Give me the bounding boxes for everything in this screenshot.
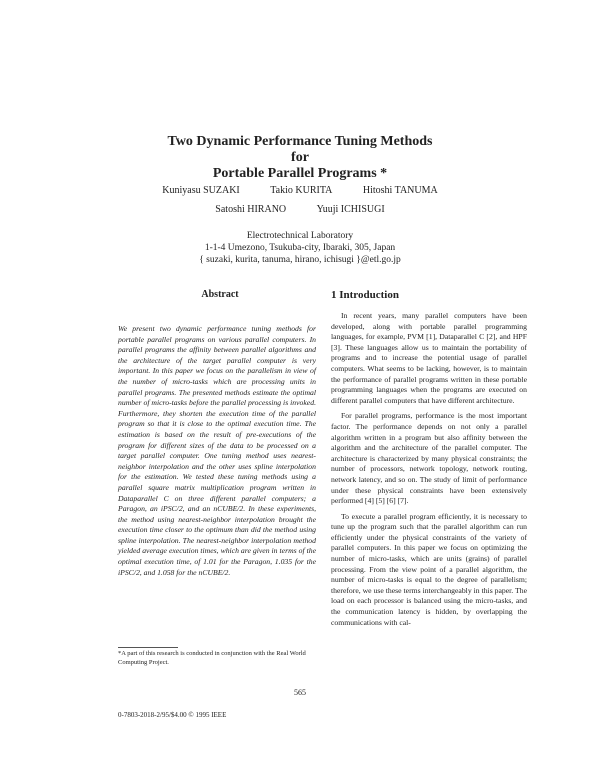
title-line-3: Portable Parallel Programs * <box>212 166 388 181</box>
title-line-2: for <box>291 150 309 165</box>
author: Takio KURITA <box>270 185 333 196</box>
address: 1-1-4 Umezono, Tsukuba-city, Ibaraki, 305, Japan <box>204 243 396 253</box>
affiliation <box>0 230 600 266</box>
page-number: 565 <box>294 688 306 697</box>
emails: { suzaki, kurita, tanuma, hirano, ichisugi }@etl.go.jp <box>199 255 401 265</box>
author: Satoshi HIRANO <box>215 204 287 215</box>
author: Kuniyasu SUZAKI <box>162 185 240 196</box>
authors-row-1 <box>0 185 600 196</box>
author: Hitoshi TANUMA <box>362 185 438 196</box>
institution: Electrotechnical Laboratory <box>246 231 354 241</box>
abstract-heading: Abstract <box>201 289 239 300</box>
paragraph: In recent years, many parallel computers have been developed, along with portable parallel programming languages, for example, PVM [1], Dataparallel C [2], and HPF [3]. These languages allow us to maintain the portability of programs and to increase the potential usage of parallel computers. What seems to be lacking, however, is to maintain the performance of parallel programs written in these portable programming languages when the programs are executed on different parallel computers that have different architecture. <box>331 311 527 405</box>
introduction-body <box>331 311 527 633</box>
paper-title <box>0 134 600 182</box>
isbn-line: 0-7803-2018-2/95/$4.00 © 1995 IEEE <box>118 711 227 719</box>
abstract-text: We present two dynamic performance tuning methods for portable parallel programs on various parallel computers. In parallel programs the affinity between parallel algorithms and the architecture of the target parallel computer is very important. In this paper we focus on the parallelism in view of the number of micro-tasks which are processing units in parallel programs. The presented methods estimate the optimal number of micro-tasks before the parallel processing is invoked. Furthermore, they shorten the execution time of the parallel program so that it is close to the optimal execution time. The estimation is based on the result of pre-executions of the program for different sizes of the data to be processed on a target parallel computer. One tuning method uses nearest-neighbor interpolation and the other uses spline interpolation for the estimation. We tested these tuning methods using a parallel square matrix multiplication program written in Dataparallel C on three different parallel computers; a Paragon, an iPSC/2, and an nCUBE/2. In these experiments, the method using nearest-neighbor interpolation brought the execution time closer to the optimum than did the method using spline interpolation. The nearest-neighbor interpolation method yielded average execution times, which are given in terms of the optimal execution time, of 1.01 for the Paragon, 1.035 for the iPSC/2, and 1.058 for the nCUBE/2. <box>118 324 316 577</box>
author: Yuuji ICHISUGI <box>316 204 385 215</box>
authors-row-2 <box>0 204 600 215</box>
footnote-divider <box>118 647 178 648</box>
section-heading: 1 Introduction <box>331 289 399 301</box>
paragraph: For parallel programs, performance is the most important factor. The performance depends on not only a parallel algorithm written in a program but also affinity between the algorithm and the architecture of the parallel computer. The architecture is characterized by many physical constraints; the number of processors, network topology, network routing, network latency, and so on. The study of limit of performance under these physical constraints have been extensively performed [4] [5] [6] [7]. <box>331 411 527 506</box>
paragraph: To execute a parallel program efficiently, it is necessary to tune up the program such that the parallel algorithm can run efficiently under the physical constraints of the variety of parallel computers. In this paper we focus on optimizing the number of micro-tasks, which are units (grains) of parallel processing. From the view point of a parallel algorithm, the number of micro-tasks is equal to the degree of parallelism; therefore, we use these terms interchangeably in this paper. The load on each processor is balanced using the micro-tasks, and the communication latency is hidden, by overlapping the communications with cal- <box>331 511 527 627</box>
footnote: *A part of this research is conducted in conjunction with the Real World Computing Project. <box>118 650 306 666</box>
title-line-1: Two Dynamic Performance Tuning Methods <box>167 134 433 149</box>
